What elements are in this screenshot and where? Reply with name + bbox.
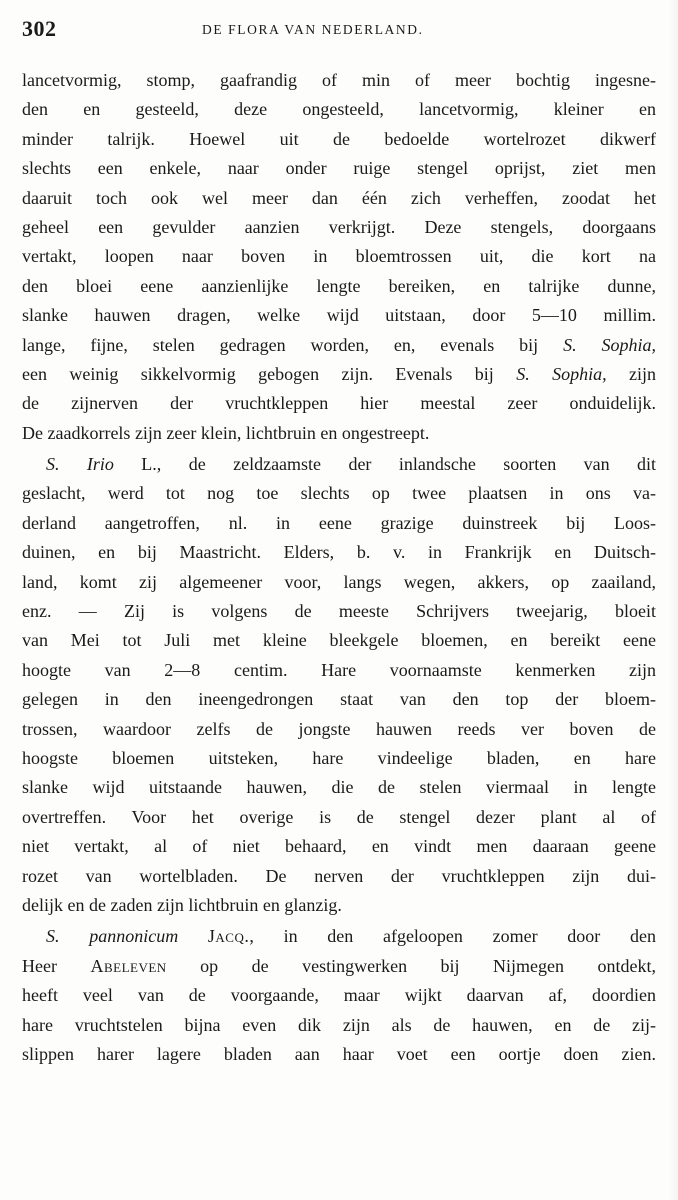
species-name: S. pannonicum [46, 926, 179, 947]
text-fragment: delijk en de zaden zijn lichtbruin en glanzig. [22, 894, 342, 915]
text-fragment: zijn [606, 363, 656, 384]
text-fragment: , in den afgeloopen zomer door den [249, 926, 656, 947]
text-line [22, 154, 656, 183]
text-fragment: de zijnerven der vruchtkleppen hier meestal zeer onduidelijk. [22, 393, 656, 414]
text-line [22, 1011, 656, 1040]
text-fragment: minder talrijk. Hoewel uit de bedoelde wortelrozet dikwerf [22, 128, 656, 149]
text-fragment [178, 926, 208, 946]
text-fragment: gelegen in den ineengedrongen staat van den top der bloem- [22, 689, 656, 710]
text-line [22, 301, 656, 330]
text-fragment: De zaadkorrels zijn zeer klein, lichtbruin en ongestreept. [22, 422, 430, 443]
text-fragment: L., de zeldzaamste der inlandsche soorten van dit [113, 454, 656, 475]
text-line [22, 832, 656, 861]
text-line [22, 891, 656, 920]
text-line [22, 125, 656, 154]
text-fragment: geslacht, werd tot nog toe slechts op twee plaatsen in ons va- [22, 483, 656, 504]
text-line [22, 715, 656, 744]
text-fragment: den bloei eene aanzienlijke lengte bereiken, en talrijke dunne, [22, 275, 656, 296]
text-fragment: slippen harer lagere bladen aan haar voet een oortje doen zien. [22, 1043, 656, 1064]
text-line [22, 360, 656, 389]
text-line [22, 626, 656, 655]
text-line [22, 744, 656, 773]
species-name: S. Sophia, [516, 363, 607, 384]
text-line [22, 242, 656, 271]
text-line [22, 66, 656, 95]
text-line [22, 95, 656, 124]
text-line [22, 331, 656, 360]
text-fragment: hare vruchtstelen bijna even dik zijn als de hauwen, en de zij- [22, 1014, 656, 1035]
text-line [22, 538, 656, 567]
text-line [22, 656, 656, 685]
text-fragment: hoogste bloemen uitsteken, hare vindeelige bladen, en hare [22, 747, 656, 768]
text-fragment: daaruit toch ook wel meer dan één zich verheffen, zoodat het [22, 187, 656, 208]
text-fragment: niet vertakt, al of niet behaard, en vindt men daaraan geene [22, 836, 656, 857]
text-fragment: hoogte van 2—8 centim. Hare voornaamste kenmerken zijn [22, 659, 656, 680]
text-line [22, 597, 656, 626]
text-line [22, 568, 656, 597]
text-fragment: vertakt, loopen naar boven in bloemtrossen uit, die kort na [22, 246, 656, 267]
text-line [22, 450, 656, 479]
text-fragment: den en gesteeld, deze ongesteeld, lancetvormig, kleiner en [22, 99, 656, 120]
text-line [22, 803, 656, 832]
species-name: S. Irio [46, 454, 114, 475]
author-name: Jacq. [207, 926, 250, 947]
text-line [22, 213, 656, 242]
text-line [22, 981, 656, 1010]
text-fragment: Heer [22, 955, 91, 976]
page-edge-shadow [668, 0, 678, 1200]
text-line [22, 685, 656, 714]
page-number: 302 [22, 16, 57, 41]
text-line [22, 509, 656, 538]
text-fragment: geheel een gevulder aanzien verkrijgt. Deze stengels, doorgaans [22, 216, 656, 237]
running-head: DE FLORA VAN NEDERLAND. [202, 22, 424, 37]
text-fragment: lange, fijne, stelen gedragen worden, en, evenals bij [22, 334, 564, 355]
text-fragment: heeft veel van de voorgaande, maar wijkt daarvan af, doordien [22, 985, 656, 1006]
text-fragment: van Mei tot Juli met kleine bleekgele bloemen, en bereikt eene [22, 630, 656, 651]
text-line [22, 952, 656, 981]
text-fragment: slechts een enkele, naar onder ruige stengel oprijst, ziet men [22, 158, 656, 179]
body-text [22, 66, 656, 1069]
text-line [22, 922, 656, 951]
text-line [22, 773, 656, 802]
text-line [22, 479, 656, 508]
author-name: Abeleven [90, 955, 167, 976]
text-fragment: derland aangetroffen, nl. in eene grazige duinstreek bij Loos- [22, 512, 656, 533]
page-header [22, 16, 662, 46]
text-fragment: rozet van wortelbladen. De nerven der vruchtkleppen zijn dui- [22, 865, 656, 886]
species-name: S. Sophia, [563, 334, 656, 355]
text-line [22, 419, 656, 448]
text-line [22, 272, 656, 301]
text-fragment: een weinig sikkelvormig gebogen zijn. Evenals bij [22, 363, 517, 384]
text-fragment: op de vestingwerken bij Nijmegen ontdekt, [166, 955, 656, 976]
text-fragment: slanke wijd uitstaande hauwen, die de stelen viermaal in lengte [22, 777, 656, 798]
text-line [22, 1040, 656, 1069]
text-fragment: overtreffen. Voor het overige is de stengel dezer plant al of [22, 806, 656, 827]
text-fragment: enz. — Zij is volgens de meeste Schrijvers tweejarig, bloeit [22, 601, 656, 622]
text-fragment: trossen, waardoor zelfs de jongste hauwen reeds ver boven de [22, 718, 656, 739]
text-line [22, 389, 656, 418]
text-fragment: slanke hauwen dragen, welke wijd uitstaan, door 5—10 millim. [22, 305, 656, 326]
text-line [22, 184, 656, 213]
text-line [22, 862, 656, 891]
text-fragment: land, komt zij algemeener voor, langs wegen, akkers, op zaailand, [22, 571, 656, 592]
text-fragment: duinen, en bij Maastricht. Elders, b. v. in Frankrijk en Duitsch- [22, 542, 656, 563]
text-fragment: lancetvormig, stomp, gaafrandig of min of meer bochtig ingesne- [22, 70, 656, 90]
